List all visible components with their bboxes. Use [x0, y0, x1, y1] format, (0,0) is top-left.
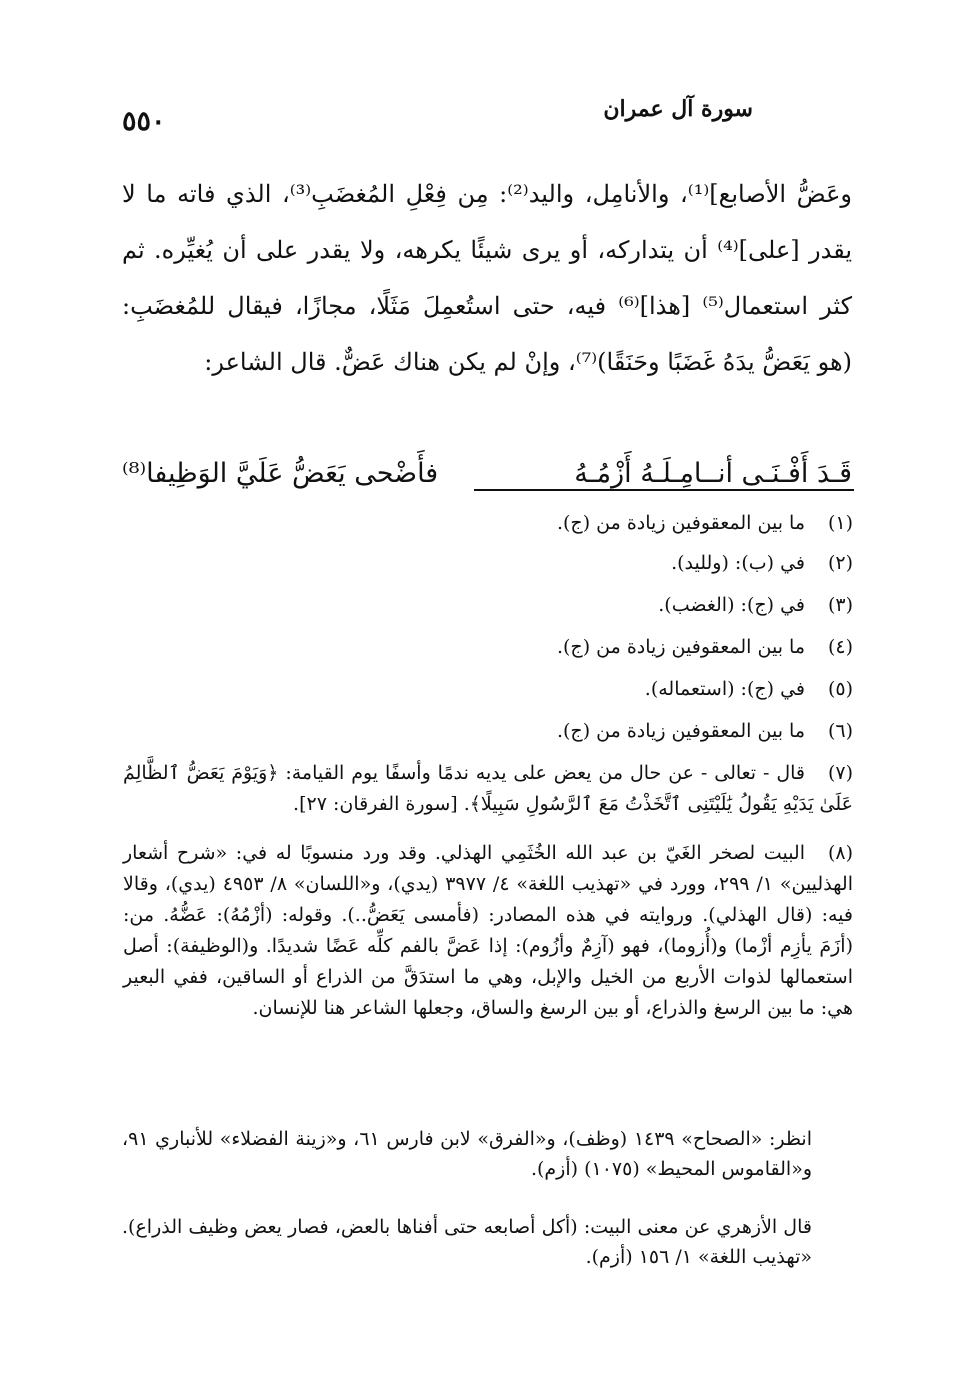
footnote-item: [123, 508, 853, 538]
footnote-item: [123, 632, 853, 662]
footnote-number: (٧): [827, 762, 853, 784]
footnote-number: (٥): [827, 678, 853, 700]
footnote-number: (٢): [827, 552, 853, 574]
footnote-text: قال - تعالى - عن حال من يعض على يديه ندمًا وأسفًا يوم القيامة: ﴿وَيَوْمَ يَعَضُّ ٱلظَّالِمُ عَلَىٰ يَدَيْهِ يَقُولُ يَٰلَيْتَنِى ٱتَّخَذْتُ مَعَ ٱلرَّسُولِ سَبِيلًا﴾. [سورة الفرقان: ٢٧].: [123, 762, 853, 815]
footnote-text: البيت لصخر الغَيّ بن عبد الله الخُثَمِي الهذلي. وقد ورد منسوبًا له في: «شرح أشعار الهذليين» ١/ ٢٩٩، وورد في «تهذيب اللغة» ٤/ ٣٩٧٧ (يدي)، و«اللسان» ٨/ ٤٩٥٣ (يدي)، وقالا فيه: (قال الهذلي). وروايته في هذه المصادر: (فأمسى يَعَضُّ..). وقوله: (أزْمُهُ): عَضُّهُ. من: (أزَمَ يأزِم أزْما) و(أُزوما)، فهو (آزِمٌ وأزُوم): إذا عَضَّ بالفم كلِّه عَضًا شديدًا. و(الوظيفة): أصل استعمالها لذوات الأربع من الخيل والإبل، وهي ما استدَقَّ من الذراع أو الساقين، ففي البعير هي: ما بين الرسغ والذراع، أو بين الرسغ والساق، وجعلها الشاعر هنا للإنسان.: [123, 842, 853, 1019]
footnote-text: ما بين المعقوفين زيادة من (ج).: [556, 720, 805, 742]
footnote-separator: [474, 489, 854, 491]
footnote-item: [123, 590, 853, 620]
footnote-number: (٨): [827, 842, 853, 864]
poetry-verse: [122, 446, 852, 502]
footnote-text: ما بين المعقوفين زيادة من (ج).: [556, 636, 805, 658]
running-header-title: سورة آل عمران: [603, 96, 753, 122]
footnote-text: في (ج): (الغضب).: [658, 594, 805, 616]
footnote-item: [123, 674, 853, 704]
footnote-text: في (ج): (استعماله).: [644, 678, 805, 700]
footnote-azhari-quote: قال الأزهري عن معنى البيت: (أكل أصابعه حتى أفناها بالعض، فصار يعض وظيف الذراع). «تهذيب اللغة» ١/ ١٥٦ (أزم).: [122, 1216, 812, 1268]
footnote-item: [123, 716, 853, 746]
footnote-text: في (ب): (ولليد).: [671, 552, 805, 574]
footnote-item: [123, 758, 853, 820]
footnote-item: [123, 548, 853, 578]
main-paragraph: وعَضُّ الأصابع]⁽¹⁾، والأنامِل، واليد⁽²⁾: مِن فِعْلِ المُغضَبِ⁽³⁾، الذي فاته ما لا يقدر [على]⁽⁴⁾ أن يتداركه، أو يرى شيئًا يكرهه، ولا يقدر على أن يُغيِّره. ثم كثر استعمال⁽⁵⁾ [هذا]⁽⁶⁾ فيه، حتى استُعمِلَ مَثَلًا، مجازًا، فيقال للمُغضَبِ: (هو يَعَضُّ يدَهُ غَضَبًا وحَنَقًا)⁽⁷⁾، وإنْ لم يكن هناك عَضٌّ. قال الشاعر:: [122, 180, 853, 376]
verse-first-hemistich: قَـدَ أَفْـنَـى أنــامِـلَـهُ أَزْمُـهُ: [574, 458, 852, 489]
footnote-number: (٤): [827, 636, 853, 658]
footnote-item: [123, 838, 853, 1024]
verse-second-hemistich: فأَضْحى يَعَضُّ عَلَيَّ الوَظِيفا⁽⁸⁾: [122, 458, 439, 489]
footnote-references: انظر: «الصحاح» ١٤٣٩ (وظف)، و«الفرق» لابن فارس ٦١، و«زينة الفضلاء» للأنباري ٩١، و«القاموس المحيط» (١٠٧٥) (أزم).: [122, 1128, 812, 1180]
footnote-text: ما بين المعقوفين زيادة من (ج).: [556, 512, 805, 534]
main-text: [122, 166, 852, 390]
footnote-number: (١): [827, 512, 853, 534]
page-number: ٥٥٠: [122, 106, 166, 137]
footnote-number: (٣): [827, 594, 853, 616]
footnote-number: (٦): [827, 720, 853, 742]
